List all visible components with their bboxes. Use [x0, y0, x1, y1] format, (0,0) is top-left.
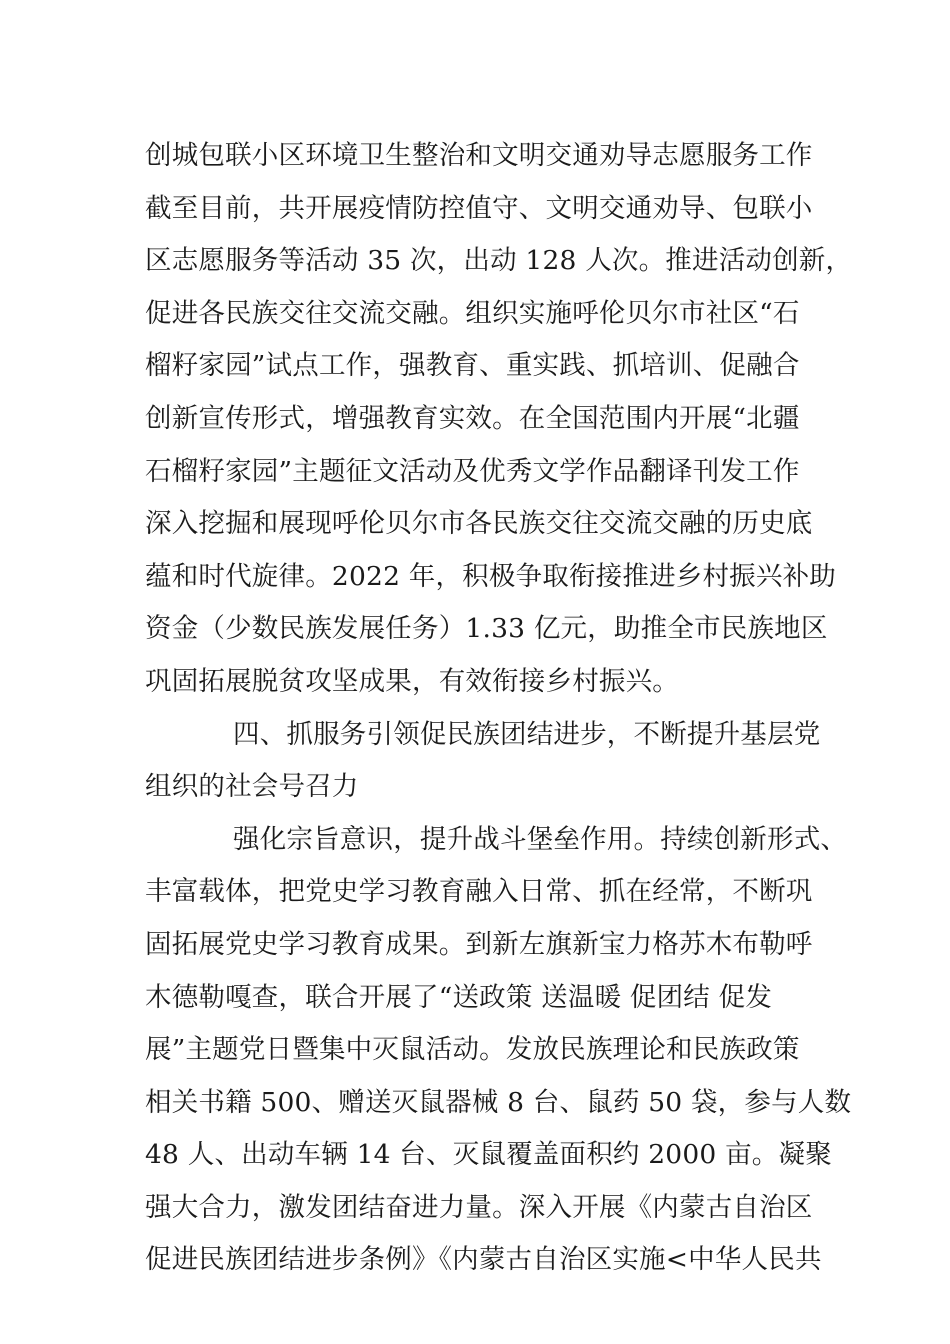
text-line: 木德勒嘎查，联合开展了“送政策 送温暖 促团结 促发: [145, 981, 773, 1013]
text-line: 蕴和时代旋律。2022 年，积极争取衔接推进乡村振兴补助: [145, 560, 836, 592]
text-line: 促进各民族交往交流交融。组织实施呼伦贝尔市社区“石: [145, 297, 800, 329]
text-line: 榴籽家园”试点工作，强教育、重实践、抓培训、促融合: [145, 350, 800, 382]
text-line: 创城包联小区环境卫生整治和文明交通劝导志愿服务工作: [145, 140, 813, 171]
text-line: 深入挖掘和展现呼伦贝尔市各民族交往交流交融的历史底: [145, 508, 813, 540]
text-line: 强大合力，激发团结奋进力量。深入开展《内蒙古自治区: [145, 1191, 813, 1223]
text-line: 截至目前，共开展疫情防控值守、文明交通劝导、包联小: [145, 192, 813, 224]
text-line: 固拓展党史学习教育成果。到新左旗新宝力格苏木布勒呼: [145, 928, 813, 960]
text-line: 促进民族团结进步条例》《内蒙古自治区实施<中华人民共: [145, 1244, 822, 1276]
text-line: 丰富载体，把党史学习教育融入日常、抓在经常，不断巩: [145, 876, 813, 908]
text-line: 创新宣传形式，增强教育实效。在全国范围内开展“北疆: [145, 402, 800, 434]
section-heading-line: 组织的社会号召力: [145, 771, 359, 803]
body-text: [145, 130, 853, 1287]
paragraph-first-line: 强化宗旨意识，提升战斗堡垒作用。持续创新形式、: [233, 823, 848, 855]
text-line: 区志愿服务等活动 35 次，出动 128 人次。推进活动创新，: [145, 245, 853, 277]
text-line: 展”主题党日暨集中灭鼠活动。发放民族理论和民族政策: [145, 1034, 800, 1066]
text-line: 石榴籽家园”主题征文活动及优秀文学作品翻译刊发工作: [145, 455, 800, 487]
text-line: 巩固拓展脱贫攻坚成果，有效衔接乡村振兴。: [145, 665, 679, 697]
section-heading-line: 四、抓服务引领促民族团结进步，不断提升基层党: [233, 718, 821, 750]
text-line: 资金（少数民族发展任务）1.33 亿元，助推全市民族地区: [145, 613, 828, 645]
text-line: 相关书籍 500、赠送灭鼠器械 8 台、鼠药 50 袋，参与人数: [145, 1086, 852, 1118]
text-line: 48 人、出动车辆 14 台、灭鼠覆盖面积约 2000 亩。凝聚: [145, 1139, 832, 1171]
